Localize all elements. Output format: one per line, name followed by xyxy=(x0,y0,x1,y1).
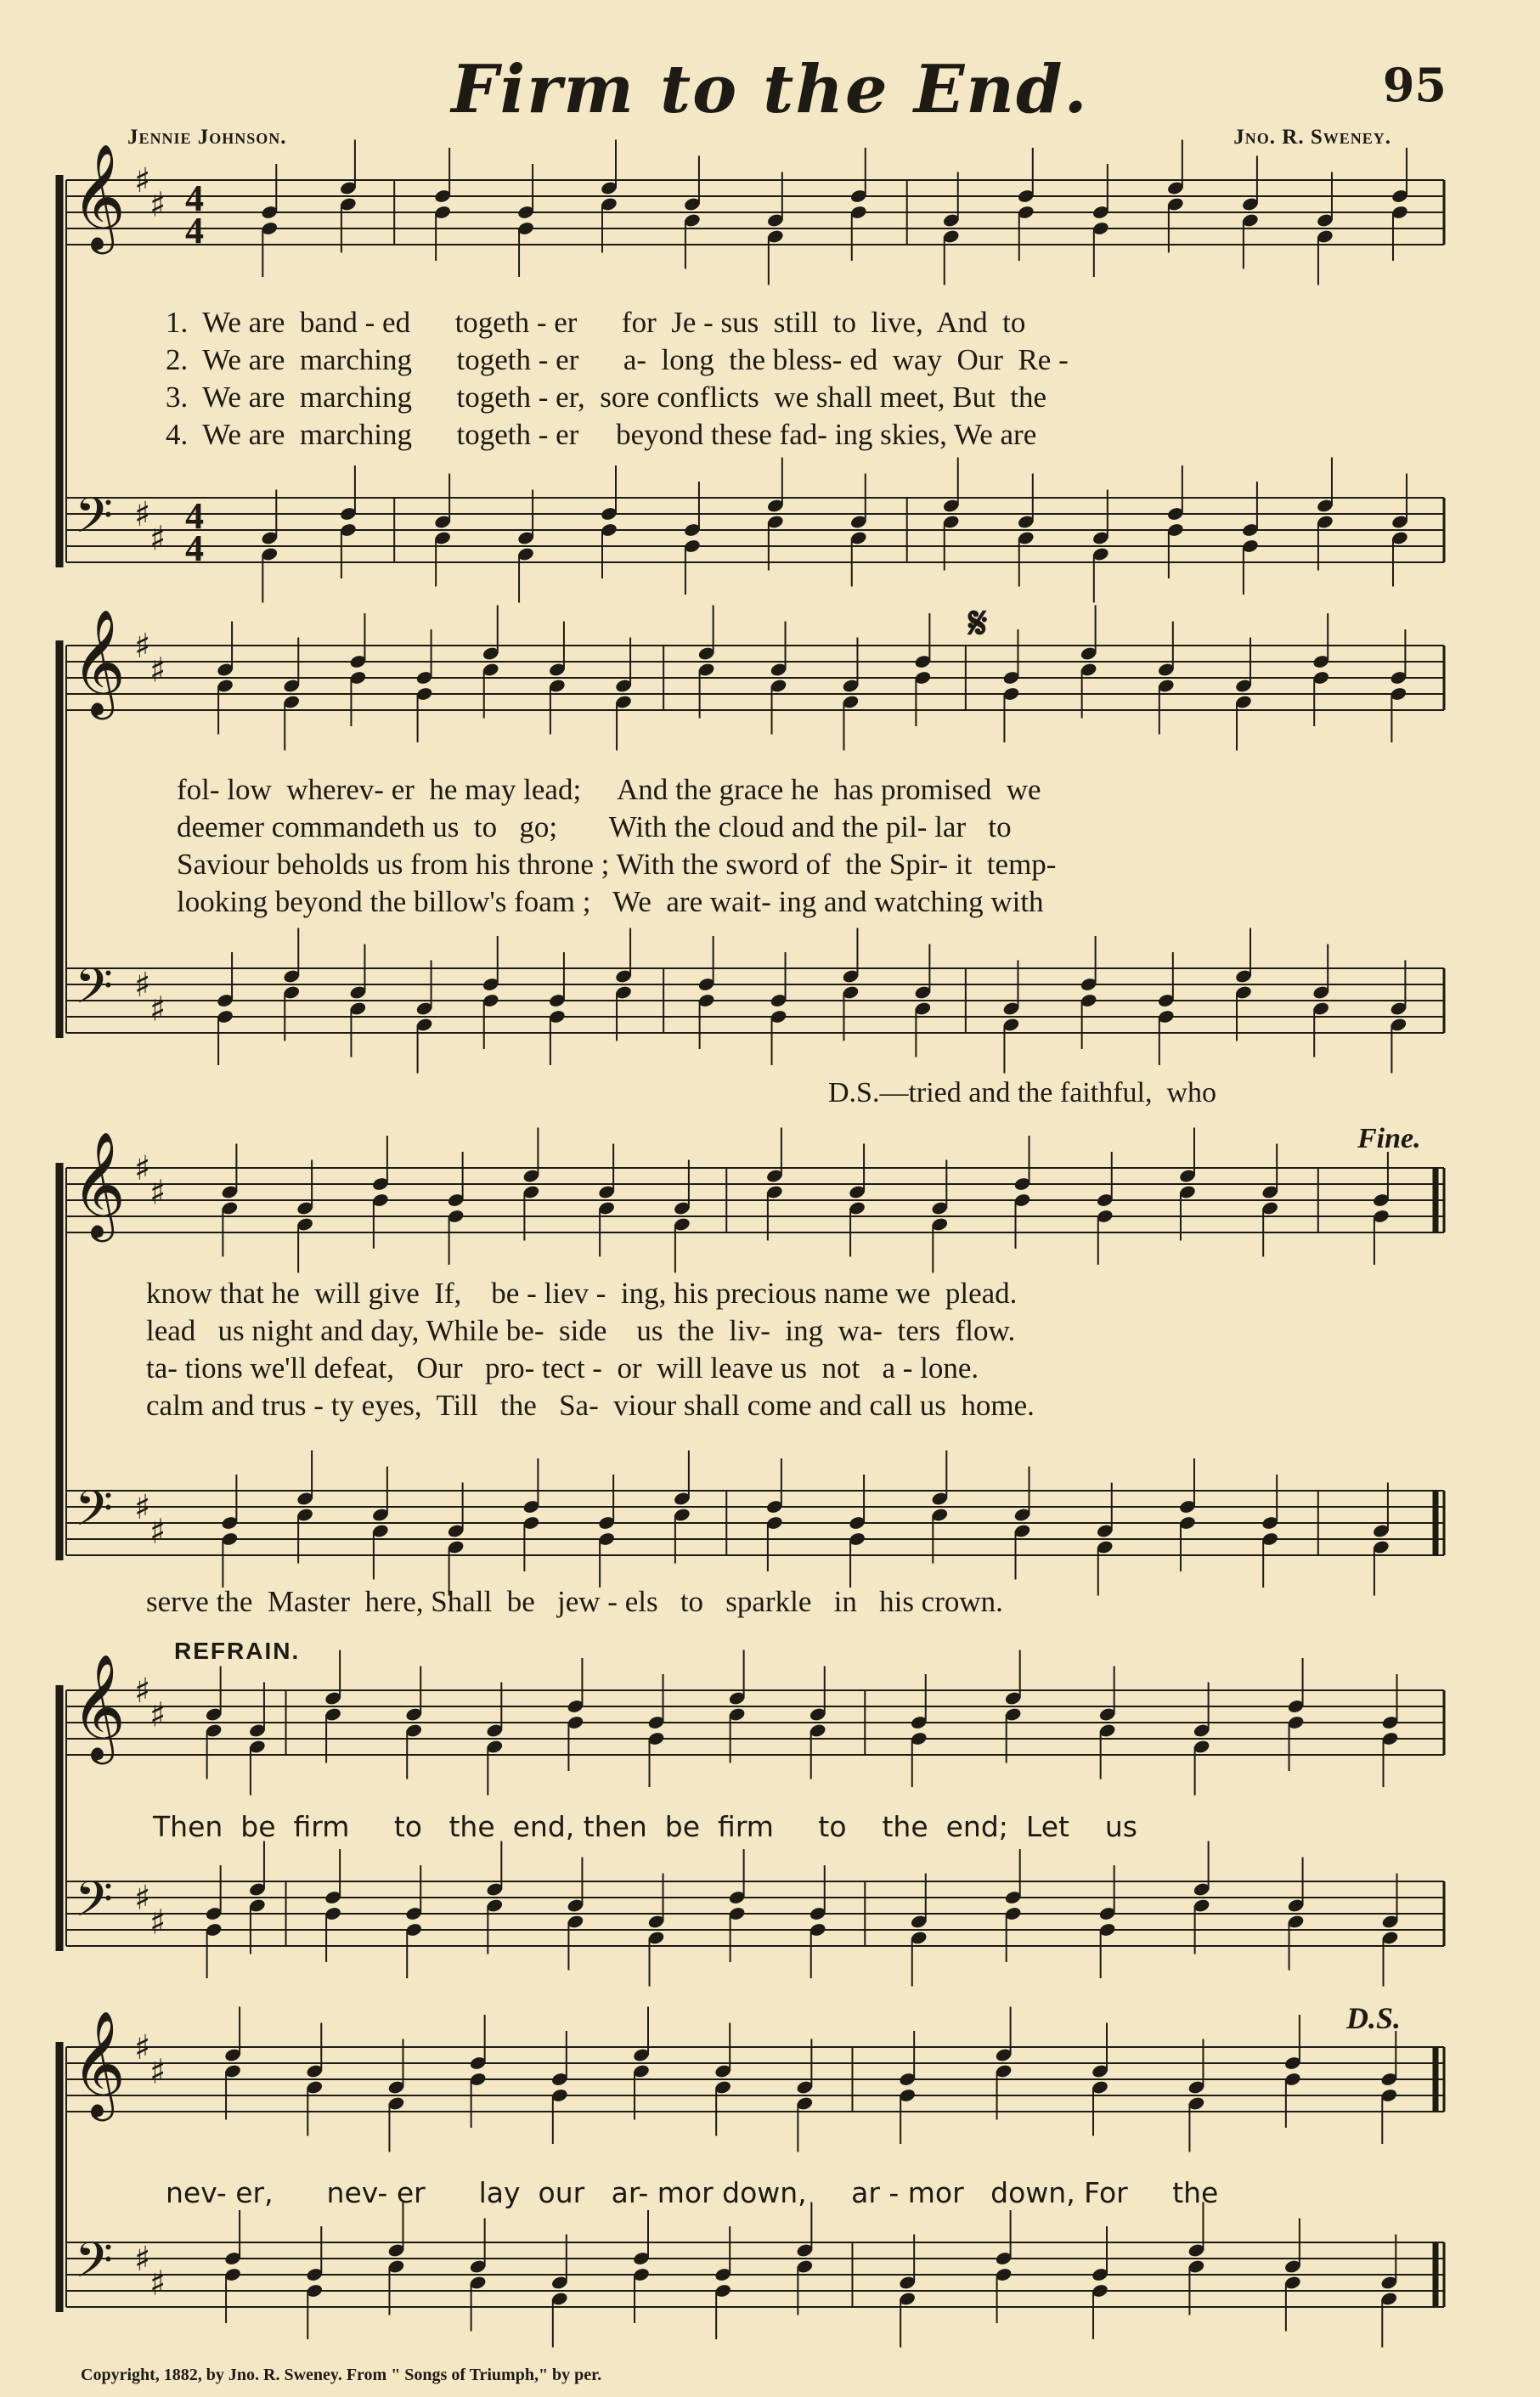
ds-marking: D.S. xyxy=(1346,2001,1402,2035)
bass-clef-icon: 𝄢 xyxy=(75,487,114,556)
bass-clef-icon: 𝄢 xyxy=(75,957,114,1027)
sharp-icon: ♯ xyxy=(149,1512,166,1552)
refrain-lyric-line-2: nev- er, nev- er lay our ar- mor down, ar - mor down, For the xyxy=(166,2176,1219,2209)
sharp-icon: ♯ xyxy=(134,495,151,534)
time-signature-digit: 4 xyxy=(185,527,204,569)
sharp-icon: ♯ xyxy=(134,2028,151,2067)
sharp-icon: ♯ xyxy=(134,627,151,666)
time-signature-digit: 4 xyxy=(185,210,204,251)
composer-credit: Jno. R. Sweney. xyxy=(1233,126,1391,149)
bass-clef-icon: 𝄢 xyxy=(75,1870,114,1940)
sharp-icon: ♯ xyxy=(134,1488,151,1527)
lyric-line-verse-3: 3. We are marching togeth - er, sore conflicts we shall meet, But the xyxy=(166,381,1047,414)
segno-sign: 𝄋 xyxy=(968,600,988,648)
sharp-icon: ♯ xyxy=(149,1695,166,1735)
sharp-icon: ♯ xyxy=(149,519,166,559)
sharp-icon: ♯ xyxy=(134,1672,151,1711)
treble-clef-icon: 𝄞 xyxy=(71,144,126,250)
sharp-icon: ♯ xyxy=(134,966,151,1005)
sharp-icon: ♯ xyxy=(149,1173,166,1213)
lyric-line-verse-4: calm and trus - ty eyes, Till the Sa- viour shall come and call us home. xyxy=(146,1389,1035,1422)
lyricist-credit: Jennie Johnson. xyxy=(127,126,287,149)
lyric-line-verse-1: know that he will give If, be - liev - ing, his precious name we plead. xyxy=(146,1277,1018,1310)
lyric-line-after: serve the Master here, Shall be jew - els to sparkle in his crown. xyxy=(146,1585,1003,1618)
lyric-line-verse-4: 4. We are marching togeth - er beyond these fad- ing skies, We are xyxy=(166,418,1037,451)
time-signature-digit: 4 xyxy=(185,178,204,219)
ds-lyric-line: D.S.—tried and the faithful, who xyxy=(828,1077,1217,1108)
hymn-title: Firm to the End. xyxy=(451,51,1089,128)
sharp-icon: ♯ xyxy=(149,185,166,225)
sharp-icon: ♯ xyxy=(149,1903,166,1943)
lyric-line-verse-2: lead us night and day, While be- side us the liv- ing wa- ters flow. xyxy=(146,1314,1016,1347)
sharp-icon: ♯ xyxy=(149,2264,166,2304)
page-number: 95 xyxy=(1382,58,1447,112)
copyright-footer: Copyright, 1882, by Jno. R. Sweney. From " Songs of Triumph," by per. xyxy=(81,2366,602,2384)
lyric-line-verse-1: fol- low wherev- er he may lead; And the grace he has promised we xyxy=(177,773,1041,806)
lyric-line-verse-4: looking beyond the billow's foam ; We are wait- ing and watching with xyxy=(177,885,1044,918)
lyric-line-verse-3: ta- tions we'll defeat, Our pro- tect - or will leave us not a - lone. xyxy=(146,1351,979,1385)
time-signature-digit: 4 xyxy=(185,495,204,537)
lyric-line-verse-2: deemer commandeth us to go; With the cloud and the pil- lar to xyxy=(177,810,1012,843)
sharp-icon: ♯ xyxy=(134,1879,151,1918)
lyric-line-verse-3: Saviour beholds us from his throne ; With the sword of the Spir- it temp- xyxy=(177,848,1057,881)
bass-clef-icon: 𝄢 xyxy=(75,1480,114,1549)
fine-marking: Fine. xyxy=(1357,1123,1421,1154)
sharp-icon: ♯ xyxy=(149,651,166,691)
treble-clef-icon: 𝄞 xyxy=(71,1131,126,1238)
bass-clef-icon: 𝄢 xyxy=(75,2231,114,2301)
sharp-icon: ♯ xyxy=(134,161,151,200)
treble-clef-icon: 𝄞 xyxy=(71,2011,126,2117)
sharp-icon: ♯ xyxy=(149,2052,166,2092)
lyric-line-verse-1: 1. We are band - ed togeth - er for Je - sus still to live, And to xyxy=(166,306,1026,339)
refrain-lyric-line: Then be firm to the end, then be firm to the end; Let us xyxy=(153,1810,1137,1843)
sharp-icon: ♯ xyxy=(134,1149,151,1188)
sharp-icon: ♯ xyxy=(149,990,166,1029)
refrain-label: REFRAIN. xyxy=(174,1638,301,1664)
lyric-line-verse-2: 2. We are marching togeth - er a- long the bless- ed way Our Re - xyxy=(166,343,1069,376)
treble-clef-icon: 𝄞 xyxy=(71,609,126,715)
sharp-icon: ♯ xyxy=(134,2240,151,2279)
treble-clef-icon: 𝄞 xyxy=(71,1654,126,1760)
